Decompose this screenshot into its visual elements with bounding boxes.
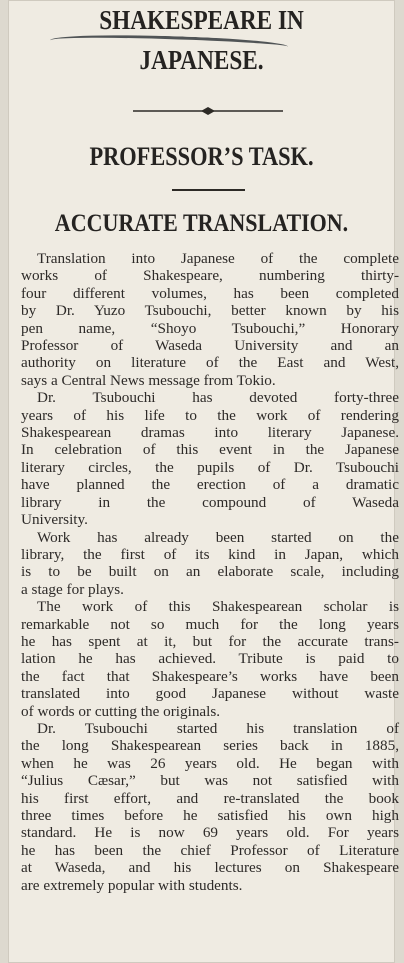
decorative-rule: [133, 107, 283, 115]
text-line: standard. He is now 69 years old. For years: [21, 824, 399, 842]
text-line: Dr. Tsubouchi started his translation of: [37, 719, 399, 737]
text-line: literary circles, the pupils of Dr. Tsubouchi: [21, 458, 399, 476]
section-headline: ACCURATE TRANSLATION.: [54, 210, 349, 237]
text-line: the long Shakespearean series back in 1885,: [21, 737, 399, 755]
text-line: the fact that Shakespeare’s works have been: [21, 667, 399, 685]
text-line: In celebration of this event in the Japanese: [21, 441, 399, 459]
paragraph: [21, 598, 402, 720]
text-line: library in the compound of Waseda: [21, 493, 399, 511]
paragraph: [21, 720, 402, 894]
text-line: at Waseda, and his lectures on Shakespeare: [21, 859, 399, 877]
text-line: works of Shakespeare, numbering thirty-: [21, 267, 399, 285]
short-rule: [172, 189, 245, 191]
text-line: “Julius Cæsar,” but was not satisfied with: [21, 772, 399, 790]
text-line: says a Central News message from Tokio.: [21, 371, 276, 389]
text-line: Professor of Waseda University and an: [21, 337, 399, 355]
text-line: translated into good Japanese without waste: [21, 685, 399, 703]
text-line: he has been the chief Professor of Literature: [21, 841, 399, 859]
text-line: University.: [21, 511, 88, 529]
paragraph: [21, 529, 402, 599]
text-line: three times before he satisfied his own high: [21, 807, 399, 824]
text-line: remarkable not so much for the long years: [21, 615, 399, 633]
subheadline: PROFESSOR’S TASK.: [89, 142, 314, 171]
text-line: by Dr. Yuzo Tsubouchi, better known by his: [21, 302, 399, 320]
headline-line-2: JAPANESE.: [139, 45, 264, 75]
text-line: he has spent at it, but for the accurate trans-: [21, 632, 399, 650]
text-line: a stage for plays.: [21, 580, 124, 598]
text-line: are extremely popular with students.: [21, 876, 243, 894]
text-line: Work has already been started on the: [37, 528, 399, 546]
text-line: library, the first of its kind in Japan, which: [21, 545, 399, 563]
text-line: is to be built on an elaborate scale, including: [21, 563, 399, 581]
text-line: Dr. Tsubouchi has devoted forty-three: [37, 389, 399, 407]
headline-line-1: SHAKESPEARE IN: [99, 5, 304, 35]
text-line: of words or cutting the originals.: [21, 702, 221, 720]
text-line: pen name, “Shoyo Tsubouchi,” Honorary: [21, 319, 399, 337]
text-line: Shakespearean dramas into literary Japanese.: [21, 424, 399, 442]
text-line: lation he has achieved. Tribute is paid to: [21, 650, 399, 668]
text-line: The work of this Shakespearean scholar is: [37, 598, 399, 616]
paragraph: [21, 250, 402, 389]
text-line: four different volumes, has been completed: [21, 284, 399, 302]
text-line: his first effort, and re-translated the book: [21, 789, 399, 807]
text-line: years of his life to the work of rendering: [21, 406, 399, 424]
paragraph: [21, 389, 402, 528]
text-line: when he was 26 years old. He began with: [21, 754, 399, 772]
newspaper-clipping: [8, 0, 399, 963]
text-line: Translation into Japanese of the complete: [37, 250, 399, 267]
text-line: authority on literature of the East and West,: [21, 354, 399, 372]
article-body: [21, 250, 402, 894]
text-line: have planned the erection of a dramatic: [21, 476, 399, 494]
